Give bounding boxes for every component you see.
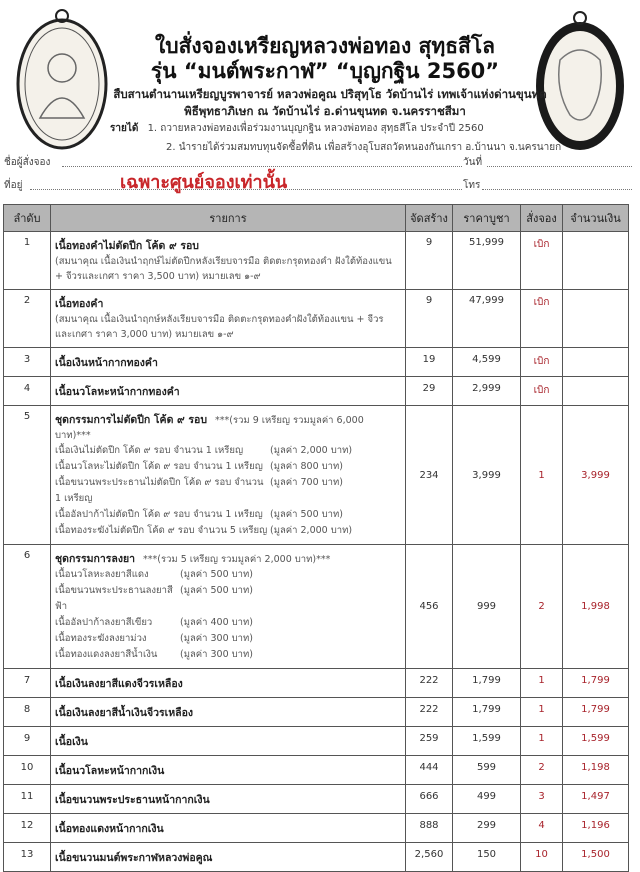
row-order[interactable]: 1 — [521, 727, 563, 756]
row-price: 3,999 — [453, 406, 521, 545]
set-component — [55, 475, 401, 507]
item-name: เนื้อขนวนมนต์พระกาฬหลวงพ่อคูณ — [55, 852, 213, 864]
date-label: วันที่ — [463, 157, 483, 168]
date-field[interactable] — [487, 166, 632, 167]
item-name: ชุดกรรมการไม่ตัดปีก โค้ด ๙ รอบ — [55, 414, 208, 426]
table-row — [4, 545, 629, 669]
row-price: 499 — [453, 785, 521, 814]
row-item — [51, 348, 406, 377]
set-component-name: เนื้อทองระฆังลงยาม่วง — [55, 633, 147, 644]
row-number: 10 — [4, 756, 51, 785]
row-price: 999 — [453, 545, 521, 669]
set-component-name: เนื้ออัลปาก้าลงยาสีเขียว — [55, 617, 153, 628]
row-price: 51,999 — [453, 232, 521, 290]
row-amount — [563, 232, 629, 290]
set-component — [55, 631, 401, 647]
item-detail: (สมนาคุณ เนื้อเงินนำฤกษ์หลังเรียบจารมือ ติดตะกรุดทองคำฝังใต้ท้องแขน + จีวร และเกศา ราคา 3,000 บาท) หมายเลข ๑-๙ — [55, 314, 384, 340]
set-component-value: (มูลค่า 500 บาท) — [270, 509, 343, 520]
set-component-name: เนื้อทองระฆังไม่ตัดปีก โค้ด ๙ รอบ จำนวน 5 เหรียญ — [55, 525, 268, 536]
item-name: เนื้อทองคำ — [55, 298, 104, 310]
item-name: เนื้อเงินหน้ากากทองคำ — [55, 357, 158, 369]
row-produced: 222 — [406, 669, 453, 698]
row-amount: 1,799 — [563, 669, 629, 698]
row-amount: 1,198 — [563, 756, 629, 785]
row-number: 5 — [4, 406, 51, 545]
set-component — [55, 615, 401, 631]
table-header-row — [4, 205, 629, 232]
table-row — [4, 785, 629, 814]
table-row — [4, 669, 629, 698]
row-number: 13 — [4, 843, 51, 872]
set-component-name: เนื้อนวโลหะลงยาสีแดง — [55, 569, 149, 580]
row-price: 1,799 — [453, 669, 521, 698]
set-component-name: เนื้อเงินไม่ตัดปีก โค้ด ๙ รอบ จำนวน 1 เหรียญ — [55, 445, 244, 456]
row-produced: 234 — [406, 406, 453, 545]
row-item — [51, 756, 406, 785]
item-name-line — [55, 411, 401, 443]
row-amount — [563, 290, 629, 348]
item-detail: (สมนาคุณ เนื้อเงินนำฤกษ์ไม่ตัดปีกหลังเรียบจารมือ ติดตะกรุดทองคำ ฝังใต้ท้องแขน + จีวรและเกศา ราคา 3,500 บาท) หมายเลข ๑-๙ — [55, 256, 392, 282]
table-row — [4, 232, 629, 290]
table-row — [4, 698, 629, 727]
row-order[interactable]: 1 — [521, 406, 563, 545]
income-section — [110, 121, 562, 153]
table-row — [4, 377, 629, 406]
set-component-value: (มูลค่า 700 บาท) — [270, 477, 343, 488]
row-price: 1,599 — [453, 727, 521, 756]
row-produced: 2,560 — [406, 843, 453, 872]
item-name: เนื้อนวโลหะหน้ากากเงิน — [55, 765, 165, 777]
item-name: เนื้อเงินลงยาสีแดงจีวรเหลือง — [55, 678, 183, 690]
row-amount: 1,500 — [563, 843, 629, 872]
row-item — [51, 669, 406, 698]
subtitle-line-2: พิธีพุทธาภิเษก ณ วัดบ้านไร่ อ.ด่านขุนทด จ.นครราชสีมา — [184, 104, 466, 118]
set-component-value: (มูลค่า 300 บาท) — [180, 633, 253, 644]
row-number: 8 — [4, 698, 51, 727]
set-component-name: เนื้อขนวนพระประธานลงยาสีฟ้า — [55, 585, 173, 612]
set-component-value: (มูลค่า 400 บาท) — [180, 617, 253, 628]
row-produced: 29 — [406, 377, 453, 406]
set-component — [55, 459, 401, 475]
row-item — [51, 843, 406, 872]
row-amount: 3,999 — [563, 406, 629, 545]
set-component-name: เนื้อขนวนพระประธานไม่ตัดปีก โค้ด ๙ รอบ จำนวน 1 เหรียญ — [55, 477, 264, 504]
medallion-back-image — [530, 10, 630, 155]
table-row — [4, 843, 629, 872]
row-price: 1,799 — [453, 698, 521, 727]
row-item — [51, 545, 406, 669]
row-item — [51, 698, 406, 727]
row-item — [51, 785, 406, 814]
row-item — [51, 377, 406, 406]
set-component-name: เนื้อทองแดงลงยาสีน้ำเงิน — [55, 649, 158, 660]
set-component-value: (มูลค่า 2,000 บาท) — [270, 445, 353, 456]
row-order[interactable]: เบิก — [521, 348, 563, 377]
set-component-name: เนื้อนวโลหะไม่ตัดปีก โค้ด ๙ รอบ จำนวน 1 เหรียญ — [55, 461, 263, 472]
phone-label: โทร — [463, 180, 481, 191]
col-header-no: ลำดับ — [4, 205, 51, 232]
row-item — [51, 814, 406, 843]
row-item — [51, 232, 406, 290]
row-item — [51, 290, 406, 348]
set-component — [55, 443, 401, 459]
orderer-name-label: ชื่อผู้สั่งจอง — [4, 157, 51, 168]
income-label: รายได้ — [110, 123, 139, 134]
row-produced: 9 — [406, 290, 453, 348]
row-order[interactable]: เบิก — [521, 377, 563, 406]
row-order[interactable]: 2 — [521, 756, 563, 785]
table-row — [4, 727, 629, 756]
item-name: เนื้อเงินลงยาสีน้ำเงินจีวรเหลือง — [55, 707, 194, 719]
row-number: 12 — [4, 814, 51, 843]
row-number: 6 — [4, 545, 51, 669]
row-number: 4 — [4, 377, 51, 406]
row-amount: 1,799 — [563, 698, 629, 727]
row-price: 599 — [453, 756, 521, 785]
item-name: เนื้อเงิน — [55, 736, 88, 748]
row-order[interactable]: 10 — [521, 843, 563, 872]
set-component-value: (มูลค่า 500 บาท) — [180, 585, 253, 596]
item-name: เนื้อนวโลหะหน้ากากทองคำ — [55, 386, 180, 398]
row-order[interactable]: 4 — [521, 814, 563, 843]
row-order[interactable]: เบิก — [521, 232, 563, 290]
row-item — [51, 406, 406, 545]
col-header-amount: จำนวนเงิน — [563, 205, 629, 232]
row-item — [51, 727, 406, 756]
row-order[interactable]: เบิก — [521, 290, 563, 348]
medallion-front-image — [12, 8, 112, 153]
row-number: 3 — [4, 348, 51, 377]
set-component — [55, 507, 401, 523]
row-produced: 19 — [406, 348, 453, 377]
set-component-value: (มูลค่า 800 บาท) — [270, 461, 343, 472]
set-component — [55, 583, 401, 615]
income-item-1: 1. ถวายหลวงพ่อทองเพื่อร่วมงานบุญกฐิน หลวงพ่อทอง สุทฺธสีโล ประจำปี 2560 — [147, 123, 484, 134]
title-line-1: ใบสั่งจองเหรียญหลวงพ่อทอง สุทฺธสีโล — [155, 34, 495, 58]
set-component — [55, 647, 401, 663]
item-name: เนื้อขนวนพระประธานหน้ากากเงิน — [55, 794, 210, 806]
row-number: 9 — [4, 727, 51, 756]
col-header-order: สั่งจอง — [521, 205, 563, 232]
income-item-2: 2. นำรายได้ร่วมสมทบทุนจัดซื้อที่ดิน เพื่อสร้างอุโบสถวัดหนองกันเกรา อ.บ้านนา จ.นครนายก — [166, 142, 562, 153]
table-row — [4, 756, 629, 785]
row-produced: 888 — [406, 814, 453, 843]
set-component — [55, 523, 401, 539]
row-produced: 259 — [406, 727, 453, 756]
row-order[interactable]: 3 — [521, 785, 563, 814]
row-produced: 444 — [406, 756, 453, 785]
row-number: 11 — [4, 785, 51, 814]
item-name-line — [55, 550, 401, 567]
phone-field[interactable] — [482, 189, 632, 190]
row-produced: 666 — [406, 785, 453, 814]
row-number: 2 — [4, 290, 51, 348]
row-number: 1 — [4, 232, 51, 290]
row-price: 4,599 — [453, 348, 521, 377]
row-price: 150 — [453, 843, 521, 872]
set-component-value: (มูลค่า 500 บาท) — [180, 569, 253, 580]
table-row — [4, 348, 629, 377]
item-name: เนื้อทองคำไม่ตัดปีก โค้ด ๙ รอบ — [55, 240, 199, 252]
set-component-name: เนื้ออัลปาก้าไม่ตัดปีก โค้ด ๙ รอบ จำนวน 1 เหรียญ — [55, 509, 263, 520]
reservation-center-only-stamp: เฉพาะศูนย์จองเท่านั้น — [120, 172, 288, 193]
subtitle-line-1: สืบสานตำนานเหรียญบูรพาจารย์ หลวงพ่อคูณ ปริสุทฺโธ วัดบ้านไร่ เทพเจ้าแห่งด่านขุนทด — [113, 87, 547, 101]
row-produced: 456 — [406, 545, 453, 669]
col-header-produced: จัดสร้าง — [406, 205, 453, 232]
row-amount: 1,998 — [563, 545, 629, 669]
row-amount: 1,497 — [563, 785, 629, 814]
row-amount: 1,196 — [563, 814, 629, 843]
order-table — [3, 204, 629, 872]
row-number: 7 — [4, 669, 51, 698]
row-price: 2,999 — [453, 377, 521, 406]
col-header-price: ราคาบูชา — [453, 205, 521, 232]
address-label: ที่อยู่ — [4, 180, 23, 191]
row-produced: 9 — [406, 232, 453, 290]
item-note: ***(รวม 9 เหรียญ รวมมูลค่า 6,000 บาท)*** — [55, 415, 364, 441]
row-amount: 1,599 — [563, 727, 629, 756]
item-name: เนื้อทองแดงหน้ากากเงิน — [55, 823, 164, 835]
table-row — [4, 406, 629, 545]
row-produced: 222 — [406, 698, 453, 727]
row-amount — [563, 377, 629, 406]
set-component-value: (มูลค่า 300 บาท) — [180, 649, 253, 660]
table-row — [4, 290, 629, 348]
table-row — [4, 814, 629, 843]
col-header-item: รายการ — [51, 205, 406, 232]
item-note: ***(รวม 5 เหรียญ รวมมูลค่า 2,000 บาท)*** — [143, 554, 331, 565]
row-price: 299 — [453, 814, 521, 843]
title-line-2: รุ่น “มนต์พระกาฬ” “บุญกฐิน 2560” — [150, 59, 500, 83]
set-component-value: (มูลค่า 2,000 บาท) — [270, 525, 353, 536]
item-name: ชุดกรรมการลงยา — [55, 553, 136, 565]
row-order[interactable]: 2 — [521, 545, 563, 669]
row-order[interactable]: 1 — [521, 669, 563, 698]
row-price: 47,999 — [453, 290, 521, 348]
row-order[interactable]: 1 — [521, 698, 563, 727]
set-component — [55, 567, 401, 583]
row-amount — [563, 348, 629, 377]
